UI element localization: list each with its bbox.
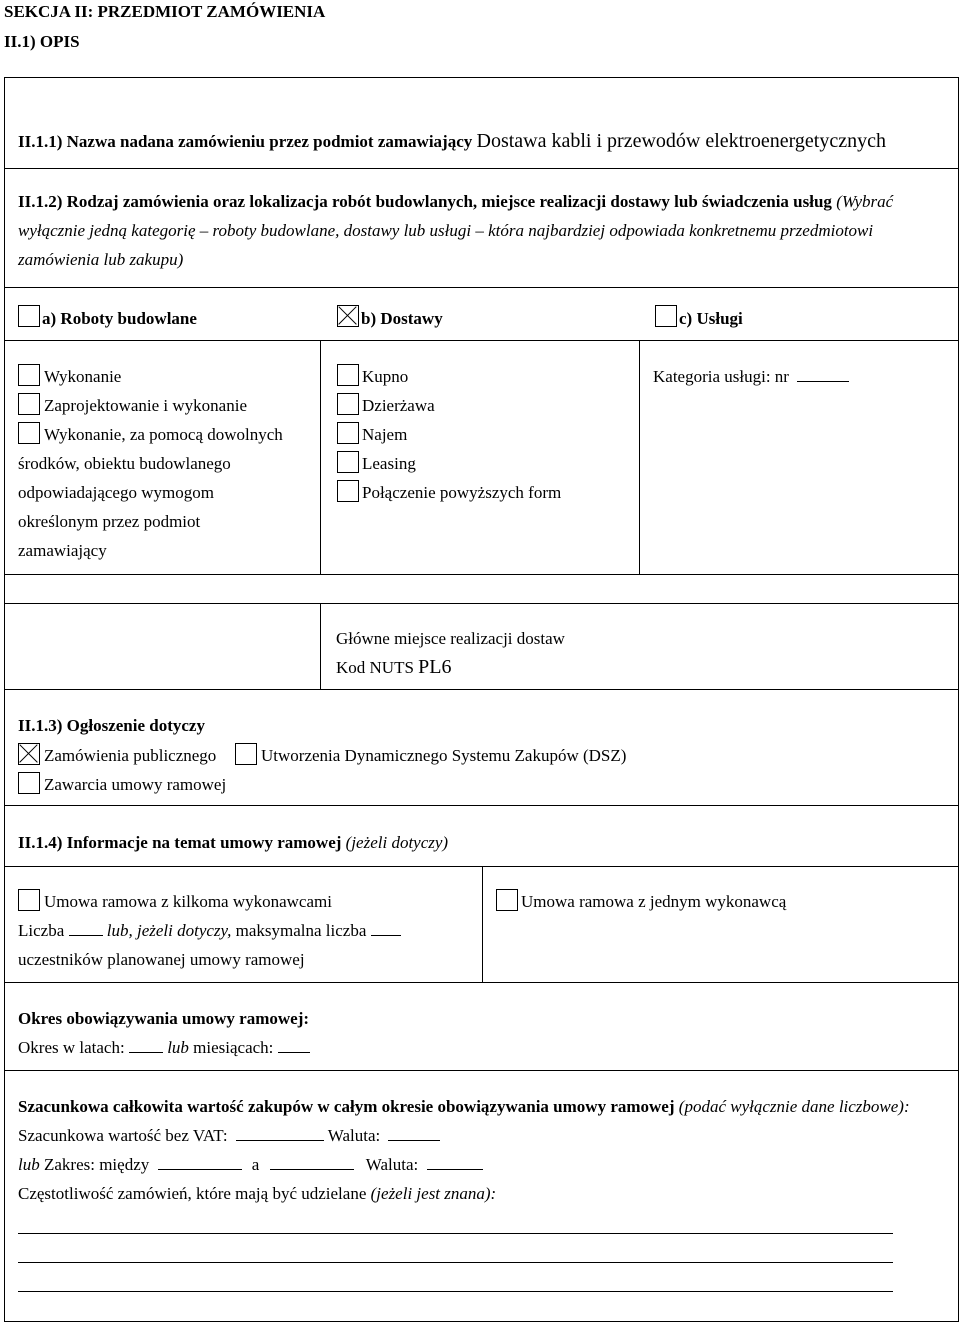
checkbox-b-opt5[interactable] — [337, 480, 359, 502]
rule-5 — [4, 603, 959, 604]
value-title: Szacunkowa całkowita wartość zakupów w całym okresie obowiązywania umowy ramowej — [18, 1097, 675, 1116]
form-right-border — [958, 77, 959, 1322]
nuts-value: PL6 — [418, 656, 452, 678]
q114-count-2: maksymalna liczba — [235, 921, 367, 940]
value-vat-row — [18, 1126, 440, 1146]
checkbox-b-opt2[interactable] — [337, 393, 359, 415]
value-currency2-label: Waluta: — [365, 1155, 419, 1174]
q114-count-1: Liczba — [18, 921, 65, 940]
q113-label: II.1.3) Ogłoszenie dotyczy — [18, 716, 205, 735]
vat-field[interactable] — [236, 1126, 324, 1141]
checkbox-q114-opt1[interactable] — [18, 889, 40, 911]
q114-count-row — [18, 921, 401, 941]
q112-note-1: (Wybrać — [836, 192, 894, 211]
section-title: SEKCJA II: PRZEDMIOT ZAMÓWIENIA — [4, 2, 326, 21]
c-category-label: Kategoria usługi: nr — [653, 367, 789, 386]
rule-bottom — [4, 1321, 959, 1322]
value-freq-row — [18, 1184, 496, 1204]
divider-nuts — [320, 603, 321, 689]
checkbox-b-opt1[interactable] — [337, 364, 359, 386]
period-row — [18, 1038, 310, 1058]
c-category-field[interactable] — [797, 367, 849, 382]
q111-label: II.1.1) Nazwa nadana zamówieniu przez podmiot zamawiający — [18, 132, 473, 151]
rule-6 — [4, 689, 959, 690]
q114-label: II.1.4) Informacje na temat umowy ramowej — [18, 833, 342, 852]
q114-row — [18, 833, 448, 853]
b-opt1-label: Kupno — [362, 367, 409, 386]
rule-top — [4, 77, 959, 78]
value-range-row — [18, 1155, 483, 1175]
value-title-note: (podać wyłącznie dane liczbowe): — [678, 1097, 910, 1116]
checkbox-q113-opt2[interactable] — [235, 743, 257, 765]
checkbox-a-opt1[interactable] — [18, 364, 40, 386]
q114-count-lub: lub, jeżeli dotyczy, — [106, 921, 232, 940]
rule-10 — [4, 1070, 959, 1071]
value-vat-label: Szacunkowa wartość bez VAT: — [18, 1126, 228, 1145]
checkbox-a-opt3[interactable] — [18, 422, 40, 444]
rule-9 — [4, 982, 959, 983]
cat-b-label: b) Dostawy — [361, 309, 443, 328]
period-years: Okres w latach: — [18, 1038, 125, 1057]
currency2-field[interactable] — [427, 1155, 483, 1170]
value-lub: lub — [18, 1155, 40, 1174]
currency-field[interactable] — [388, 1126, 440, 1141]
q113-opt3-label: Zawarcia umowy ramowej — [44, 775, 227, 794]
a-opt3-line2: środków, obiektu budowlanego — [18, 454, 231, 473]
period-title: Okres obowiązywania umowy ramowej: — [18, 1009, 310, 1028]
q114-count-3: uczestników planowanej umowy ramowej — [18, 950, 305, 969]
a-opt3-label: Wykonanie, za pomocą dowolnych — [44, 425, 283, 444]
a-opt3-line5: zamawiający — [18, 541, 107, 560]
rule-2 — [4, 287, 959, 288]
b-opt5-label: Połączenie powyższych form — [362, 483, 562, 502]
b-opt3-label: Najem — [362, 425, 408, 444]
max-count-field[interactable] — [371, 921, 401, 936]
q111-row — [18, 130, 886, 153]
value-range-label: Zakres: między — [43, 1155, 150, 1174]
q113-opt2-label: Utworzenia Dynamicznego Systemu Zakupów (DSZ) — [261, 746, 627, 765]
nuts-row — [336, 656, 452, 679]
checkbox-cat-c[interactable] — [655, 305, 677, 327]
count-field[interactable] — [69, 921, 103, 936]
checkbox-q114-opt2[interactable] — [496, 889, 518, 911]
a-opt3-line4: określonym przez podmiot — [18, 512, 201, 531]
q113-opt1-label: Zamówienia publicznego — [44, 746, 217, 765]
q114-opt2-label: Umowa ramowa z jednym wykonawcą — [521, 892, 787, 911]
freq-line-2[interactable] — [18, 1262, 893, 1263]
freq-line-1[interactable] — [18, 1233, 893, 1234]
rule-7 — [4, 805, 959, 806]
checkbox-a-opt2[interactable] — [18, 393, 40, 415]
value-freq-note: (jeżeli jest znana): — [370, 1184, 497, 1203]
section-subtitle: II.1) OPIS — [4, 32, 80, 51]
freq-line-3[interactable] — [18, 1291, 893, 1292]
cat-c-label: c) Usługi — [679, 309, 743, 328]
q112-note-3: zamówienia lub zakupu) — [18, 250, 184, 269]
range-to-field[interactable] — [270, 1155, 354, 1170]
c-row — [653, 367, 849, 387]
divider-framework — [482, 866, 483, 982]
b-opt2-label: Dzierżawa — [362, 396, 435, 415]
period-lub: lub — [167, 1038, 189, 1057]
rule-1 — [4, 168, 959, 169]
checkbox-cat-b[interactable] — [337, 305, 359, 327]
q114-label-note: (jeżeli dotyczy) — [345, 833, 449, 852]
b-opt4-label: Leasing — [362, 454, 416, 473]
years-field[interactable] — [129, 1038, 163, 1053]
place-label: Główne miejsce realizacji dostaw — [336, 629, 565, 648]
q114-opt1-label: Umowa ramowa z kilkoma wykonawcami — [44, 892, 332, 911]
form-left-border — [4, 77, 5, 1322]
period-months: miesiącach: — [193, 1038, 274, 1057]
checkbox-cat-a[interactable] — [18, 305, 40, 327]
value-title-row — [18, 1097, 910, 1117]
q112-note-2: wyłącznie jedną kategorię – roboty budowlane, dostawy lub usługi – która najbardziej odpowiada konkretnemu przedmiotowi — [18, 221, 874, 240]
nuts-label: Kod NUTS — [336, 658, 414, 677]
rule-3 — [4, 340, 959, 341]
q112-row1 — [18, 192, 893, 212]
rule-4 — [4, 574, 959, 575]
checkbox-q113-opt3[interactable] — [18, 772, 40, 794]
value-currency-label: Waluta: — [327, 1126, 381, 1145]
a-opt2-label: Zaprojektowanie i wykonanie — [44, 396, 247, 415]
checkbox-b-opt3[interactable] — [337, 422, 359, 444]
a-opt3-line3: odpowiadającego wymogom — [18, 483, 214, 502]
value-freq: Częstotliwość zamówień, które mają być udzielane — [18, 1184, 367, 1203]
cat-a-label: a) Roboty budowlane — [42, 309, 197, 328]
q111-value: Dostawa kabli i przewodów elektroenergetycznych — [476, 130, 886, 152]
checkbox-q113-opt1[interactable] — [18, 743, 40, 765]
checkbox-b-opt4[interactable] — [337, 451, 359, 473]
value-range-a: a — [251, 1155, 260, 1174]
months-field[interactable] — [278, 1038, 310, 1053]
divider-col2 — [639, 340, 640, 574]
range-from-field[interactable] — [158, 1155, 242, 1170]
q112-label: II.1.2) Rodzaj zamówienia oraz lokalizacja robót budowlanych, miejsce realizacji dostawy lub świadczenia usług — [18, 192, 832, 211]
a-opt1-label: Wykonanie — [44, 367, 122, 386]
divider-col1 — [320, 340, 321, 574]
